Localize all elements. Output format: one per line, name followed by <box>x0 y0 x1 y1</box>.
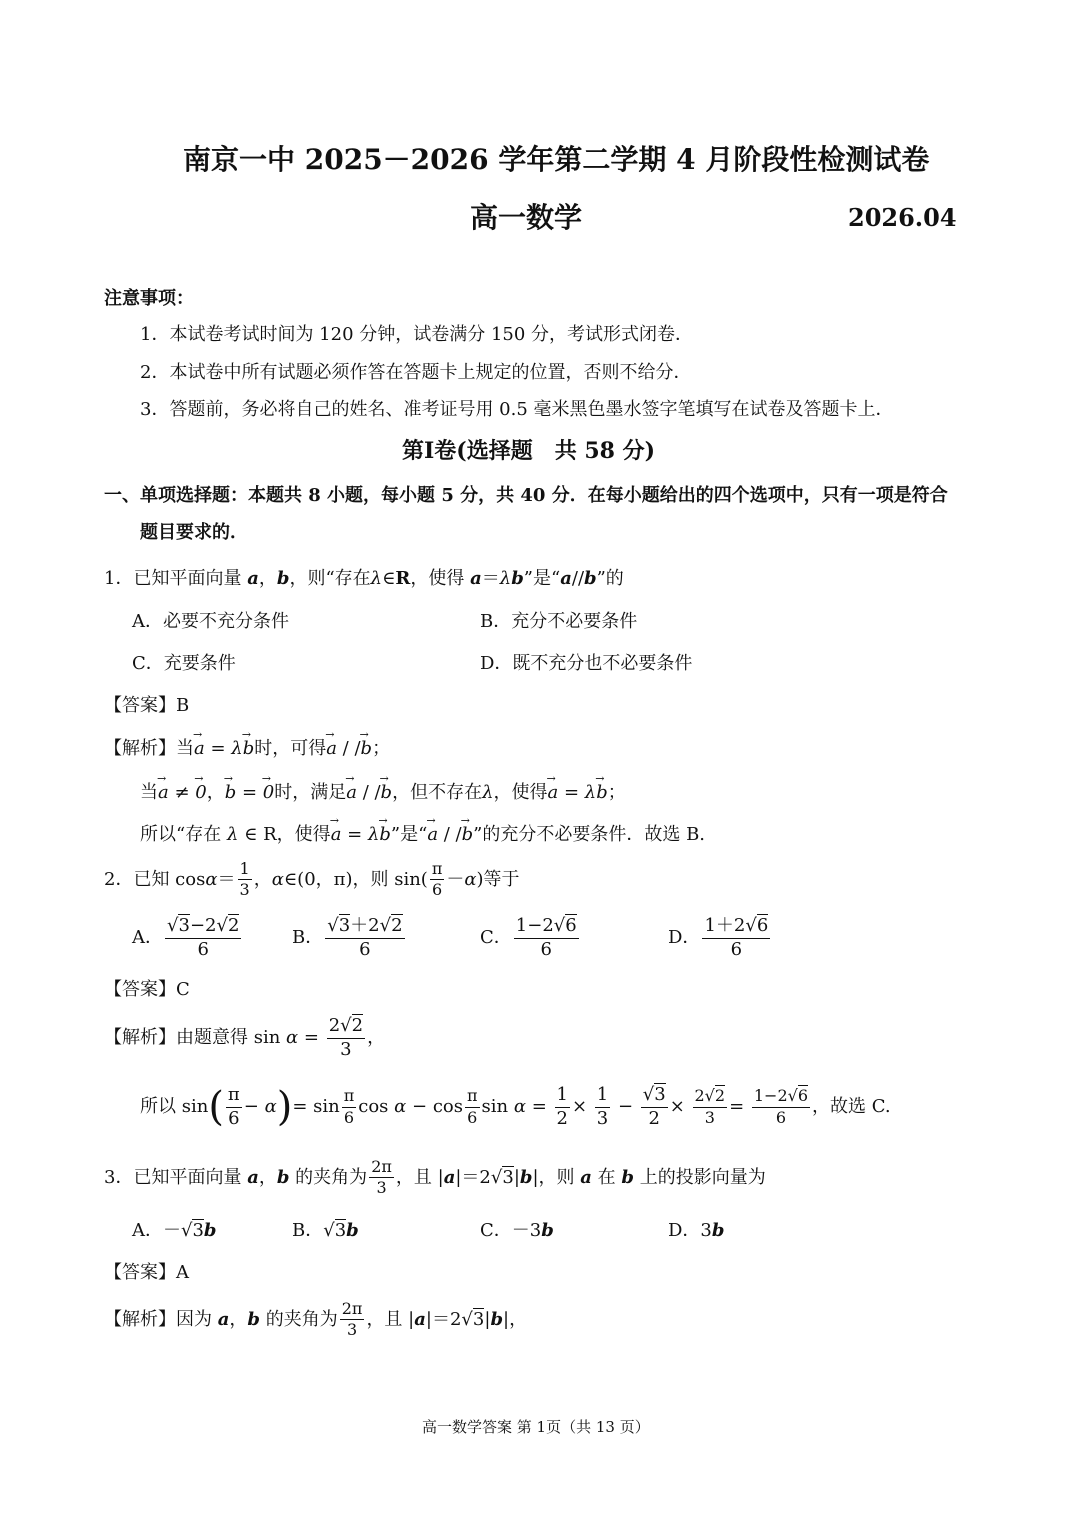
option-a: A．－√3b <box>132 1220 217 1241</box>
analysis-3-line-1: 【解析】因为 a，b 的夹角为 $\frac{2\pi}{3}$ ，且 |a|＝2√3|b|， <box>104 1299 528 1340</box>
notes-heading: 注意事项： <box>104 288 194 309</box>
answer-2 <box>104 981 190 999</box>
analysis-1-line-2: 当→ a ≠ → 0，→ b = → 0时，满足→ a / /→ b，但不存在λ，使得→ a = λ→ b； <box>140 784 626 802</box>
question-number: 2． <box>104 868 134 890</box>
question-number: 1． <box>104 568 134 589</box>
option-b: B．√3b <box>292 1220 359 1241</box>
option-b: B． $\frac{√3+2√2}{6}$ <box>292 915 403 960</box>
option-c: C．－3b <box>480 1220 554 1241</box>
question-2-stem: 已知 cosα＝ $\frac{1}{3}$ ，α∈(0，π)，则 sin( $\frac{\pi}{6}$ －α)等于 <box>133 859 520 900</box>
question-1-stem: 已知平面向量 a，b，则“存在λ∈R，使得 a＝λb”是“a//b”的 <box>133 568 624 589</box>
analysis-2-line-1: 【解析】由题意得 sin α = $\frac{2√2}{3}$ ， <box>104 1015 386 1060</box>
option-a: A．必要不充分条件 <box>132 611 289 632</box>
answer-label: 【答案】 <box>104 695 176 716</box>
option-d: D． $\frac{1+2√6}{6}$ <box>668 915 769 960</box>
note-item: 1．本试卷考试时间为 120 分钟，试卷满分 150 分，考试形式闭卷． <box>140 324 694 345</box>
question-number: 3． <box>104 1166 134 1188</box>
question-1 <box>104 570 624 588</box>
option-c: C． $\frac{1-2√6}{6}$ <box>480 915 577 960</box>
analysis-label: 【解析】 <box>104 1308 176 1330</box>
section-title: 第Ⅰ卷(选择题 共 58 分) <box>402 438 656 464</box>
note-item: 2．本试卷中所有试题必须作答在答题卡上规定的位置，否则不给分． <box>140 362 692 383</box>
answer-value: C <box>176 979 190 1000</box>
analysis-label: 【解析】 <box>104 738 176 759</box>
subject-title: 高一数学 <box>470 201 583 234</box>
part-heading-cont: 题目要求的． <box>140 522 248 543</box>
analysis-2-line-2: 所以 sin( $\frac{\pi}{6}$ − α)= sin $\frac{\pi}{6}$ cos α − cos $\frac{\pi}{6}$ sin α = $\frac{1}{2}$ × $\frac{1}{3}$ − $\frac{√3}{2}$ × $\frac{2√2}{3}$ = $\frac{1-2√6}{6}$ ，故选 C. <box>140 1084 891 1131</box>
page-title: 南京一中 2025－2026 学年第二学期 4 月阶段性检测试卷 <box>183 143 930 176</box>
page-footer: 高一数学答案 第 1页（共 13 页） <box>422 1418 650 1436</box>
answer-value: A <box>176 1262 189 1283</box>
question-2 <box>104 860 520 900</box>
answer-label: 【答案】 <box>104 979 176 1000</box>
option-d: D．3b <box>668 1220 725 1241</box>
analysis-1-line-1: 【解析】当→ a = λ→ b时，可得→ a / /→ b； <box>104 740 390 758</box>
answer-value: B <box>176 695 190 716</box>
question-3 <box>104 1158 766 1198</box>
answer-label: 【答案】 <box>104 1262 176 1283</box>
note-item: 3．答题前，务必将自己的姓名、准考证号用 0.5 毫米黑色墨水签字笔填写在试卷及答题卡上． <box>140 399 894 420</box>
analysis-label: 【解析】 <box>104 1027 176 1049</box>
option-b: B．充分不必要条件 <box>480 611 638 632</box>
answer-1 <box>104 697 189 715</box>
option-c: C．充要条件 <box>132 653 236 674</box>
analysis-1-line-3: 所以“存在 λ ∈ R，使得→ a = λ→ b”是“→ a / /→ b”的充分不必要条件．故选 B. <box>140 826 705 844</box>
option-a: A． $\frac{√3-2√2}{6}$ <box>132 915 240 960</box>
question-3-stem: 已知平面向量 a，b 的夹角为 $\frac{2\pi}{3}$ ，且 |a|＝2√3|b|，则 a 在 b 上的投影向量为 <box>133 1157 766 1198</box>
part-heading: 一、单项选择题：本题共 8 小题，每小题 5 分，共 40 分．在每小题给出的四个选项中，只有一项是符合 <box>104 485 948 506</box>
exam-date: 2026.04 <box>848 203 957 232</box>
answer-3 <box>104 1264 189 1282</box>
option-d: D．既不充分也不必要条件 <box>480 653 693 674</box>
